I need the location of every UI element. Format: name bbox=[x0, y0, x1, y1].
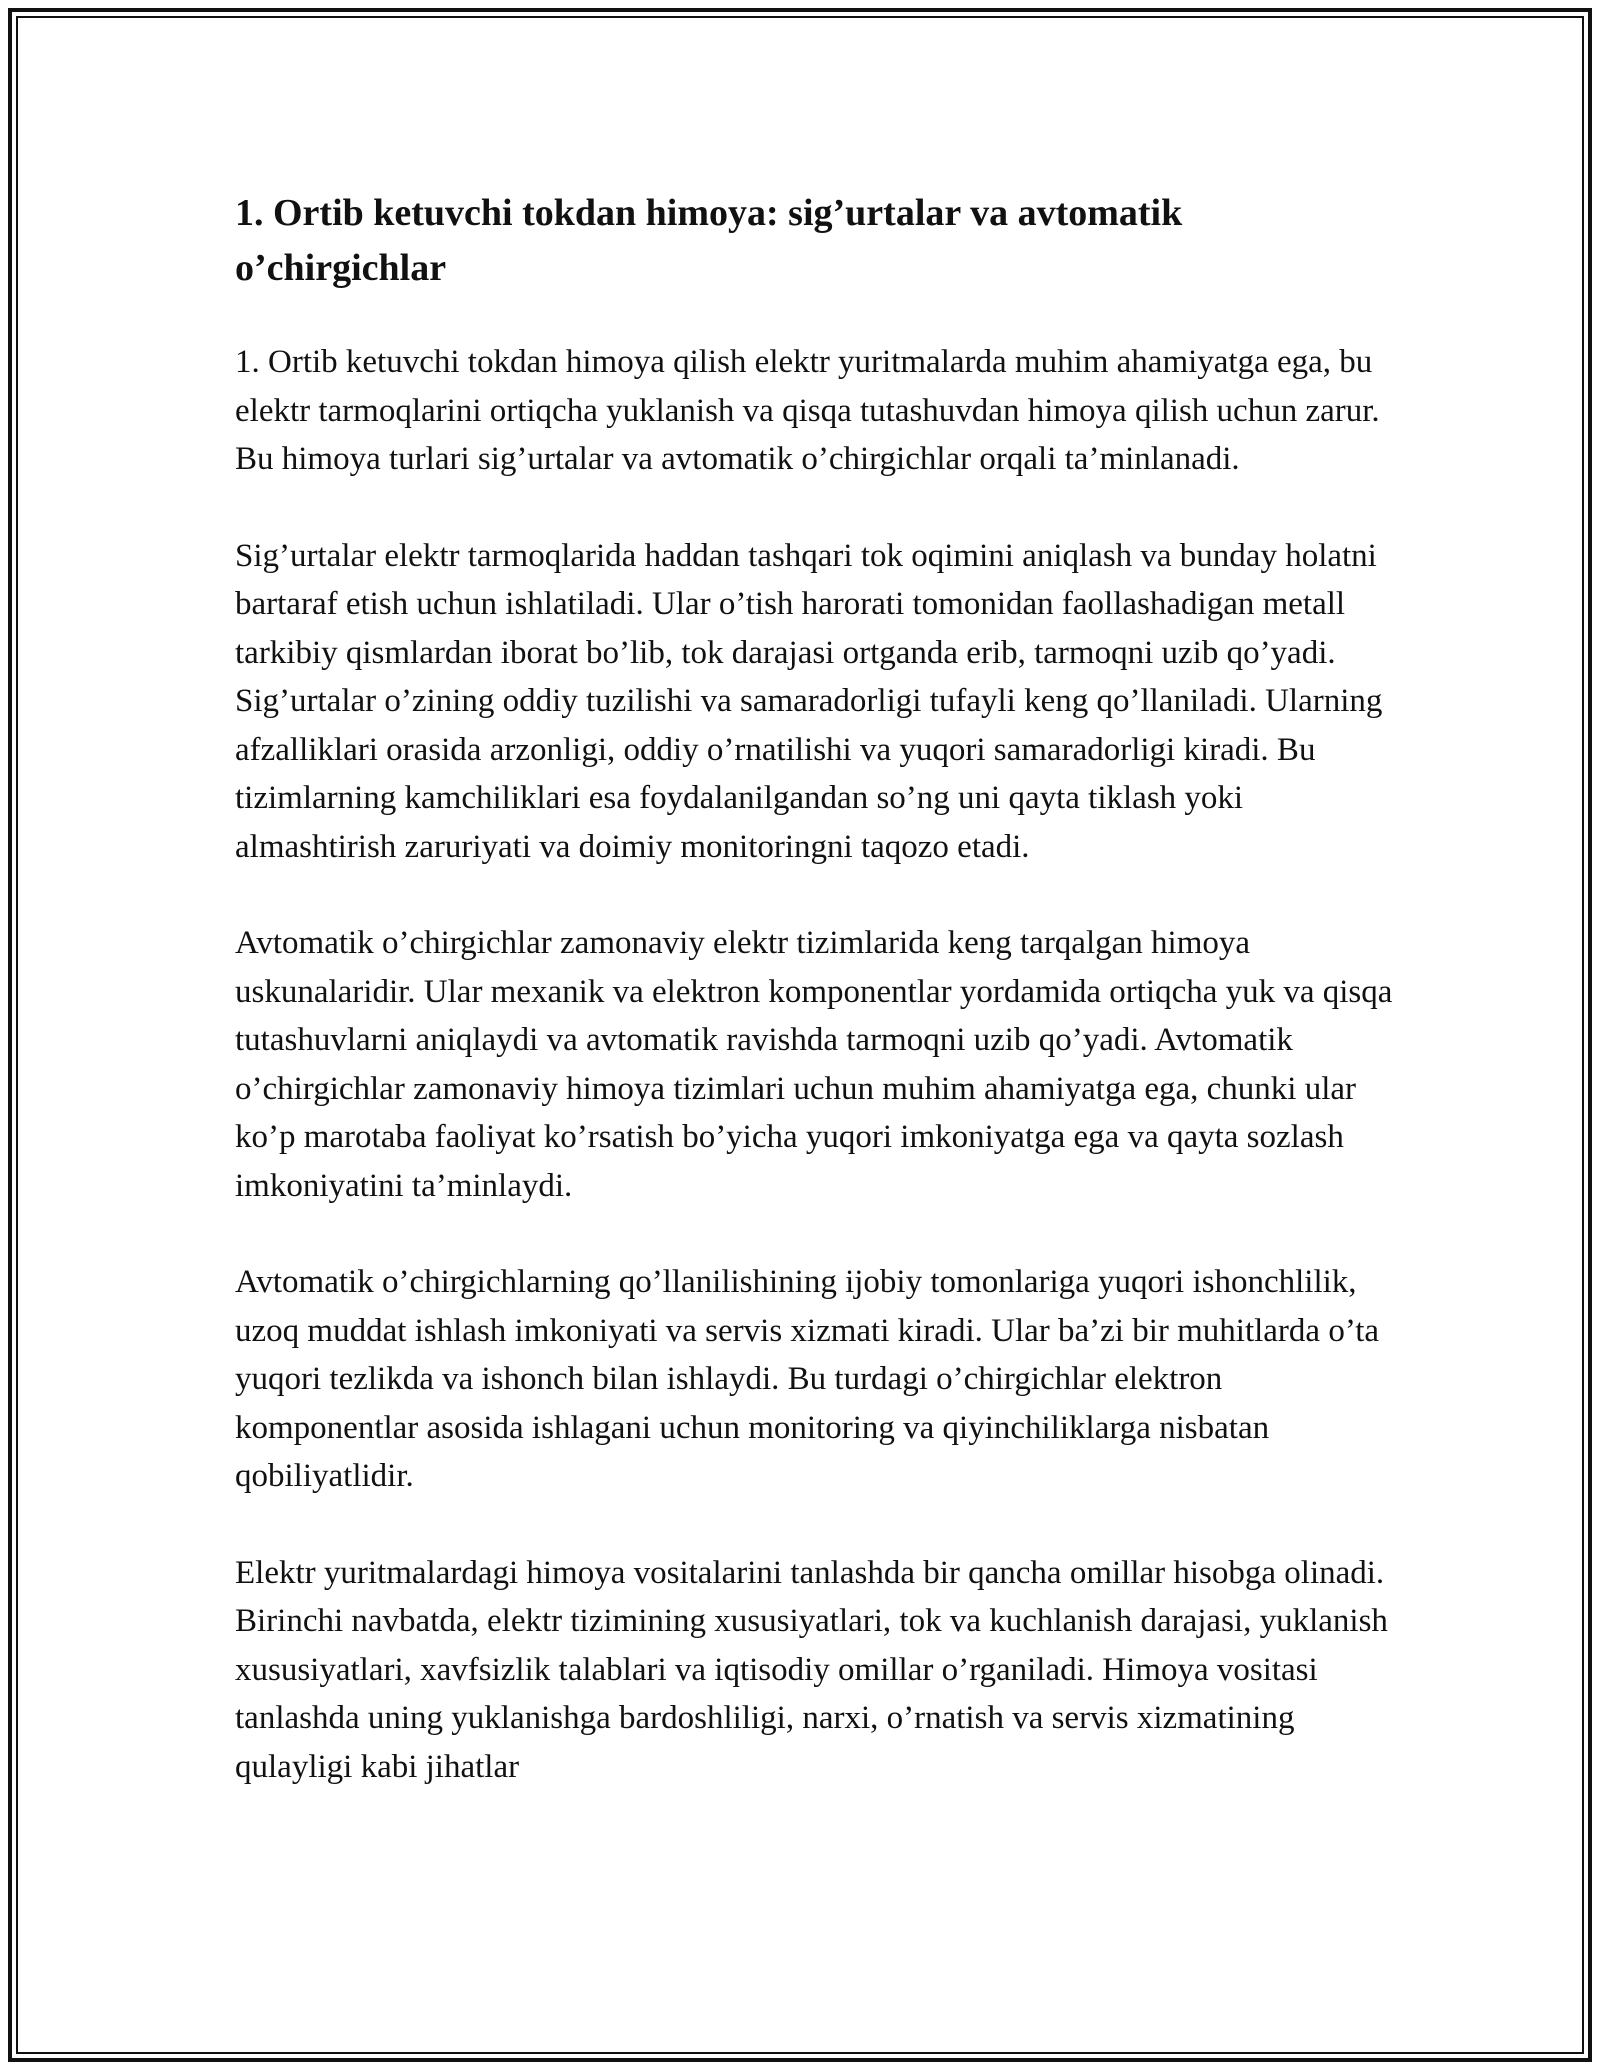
document-page bbox=[235, 186, 1395, 1839]
paragraph-fuses: Sig’urtalar elektr tarmoqlarida haddan tashqari tok oqimini aniqlash va bunday holatni bartaraf etish uchun ishlatiladi. Ular o’tish harorati tomonidan faollashadigan metall tarkibiy qismlardan iborat bo’lib, tok darajasi ortganda erib, tarmoqni uzib qo’yadi. Sig’urtalar o’zining oddiy tuzilishi va samaradorligi tufayli keng qo’llaniladi. Ularning afzalliklari orasida arzonligi, oddiy o’rnatilishi va yuqori samaradorligi kiradi. Bu tizimlarning kamchiliklari esa foydalanilgandan so’ng uni qayta tiklash yoki almashtirish zaruriyati va doimiy monitoringni taqozo etadi. bbox=[235, 537, 1383, 865]
paragraph-circuit-breakers: Avtomatik o’chirgichlar zamonaviy elektr tizimlarida keng tarqalgan himoya uskunalaridir. Ular mexanik va elektron komponentlar yordamida ortiqcha yuk va qisqa tutashuvlarni aniqlaydi va avtomatik ravishda tarmoqni uzib qo’yadi. Avtomatik o’chirgichlar zamonaviy himoya tizimlari uchun muhim ahamiyatga ega, chunki ular ko’p marotaba faoliyat ko’rsatish bo’yicha yuqori imkoniyatga ega va qayta sozlash imkoniyatini ta’minlaydi. bbox=[235, 925, 1393, 1204]
paragraph-intro: 1. Ortib ketuvchi tokdan himoya qilish elektr yuritmalarda muhim ahamiyatga ega, bu elektr tarmoqlarini ortiqcha yuklanish va qisqa tutashuvdan himoya qilish uchun zarur. Bu himoya turlari sig’urtalar va avtomatik o’chirgichlar orqali ta’minlanadi. bbox=[235, 344, 1380, 477]
paragraph-selection-factors: Elektr yuritmalardagi himoya vositalarini tanlashda bir qancha omillar hisobga olinadi. Birinchi navbatda, elektr tizimining xususiyatlari, tok va kuchlanish darajasi, yuklanish xususiyatlari, xavfsizlik talablari va iqtisodiy omillar o’rganiladi. Himoya vositasi tanlashda uning yuklanishga bardoshliligi, narxi, o’rnatish va servis xizmatining qulayligi kabi jihatlar bbox=[235, 1554, 1388, 1785]
section-heading: 1. Ortib ketuvchi tokdan himoya: sig’urtalar va avtomatik o’chirgichlar bbox=[235, 192, 1183, 289]
paragraph-breaker-advantages: Avtomatik o’chirgichlarning qo’llanilishining ijobiy tomonlariga yuqori ishonchlilik, uzoq muddat ishlash imkoniyati va servis xizmati kiradi. Ular ba’zi bir muhitlarda o’ta yuqori tezlikda va ishonch bilan ishlaydi. Bu turdagi o’chirgichlar elektron komponentlar asosida ishlagani uchun monitoring va qiyinchiliklarga nisbatan qobiliyatlidir. bbox=[235, 1264, 1380, 1494]
